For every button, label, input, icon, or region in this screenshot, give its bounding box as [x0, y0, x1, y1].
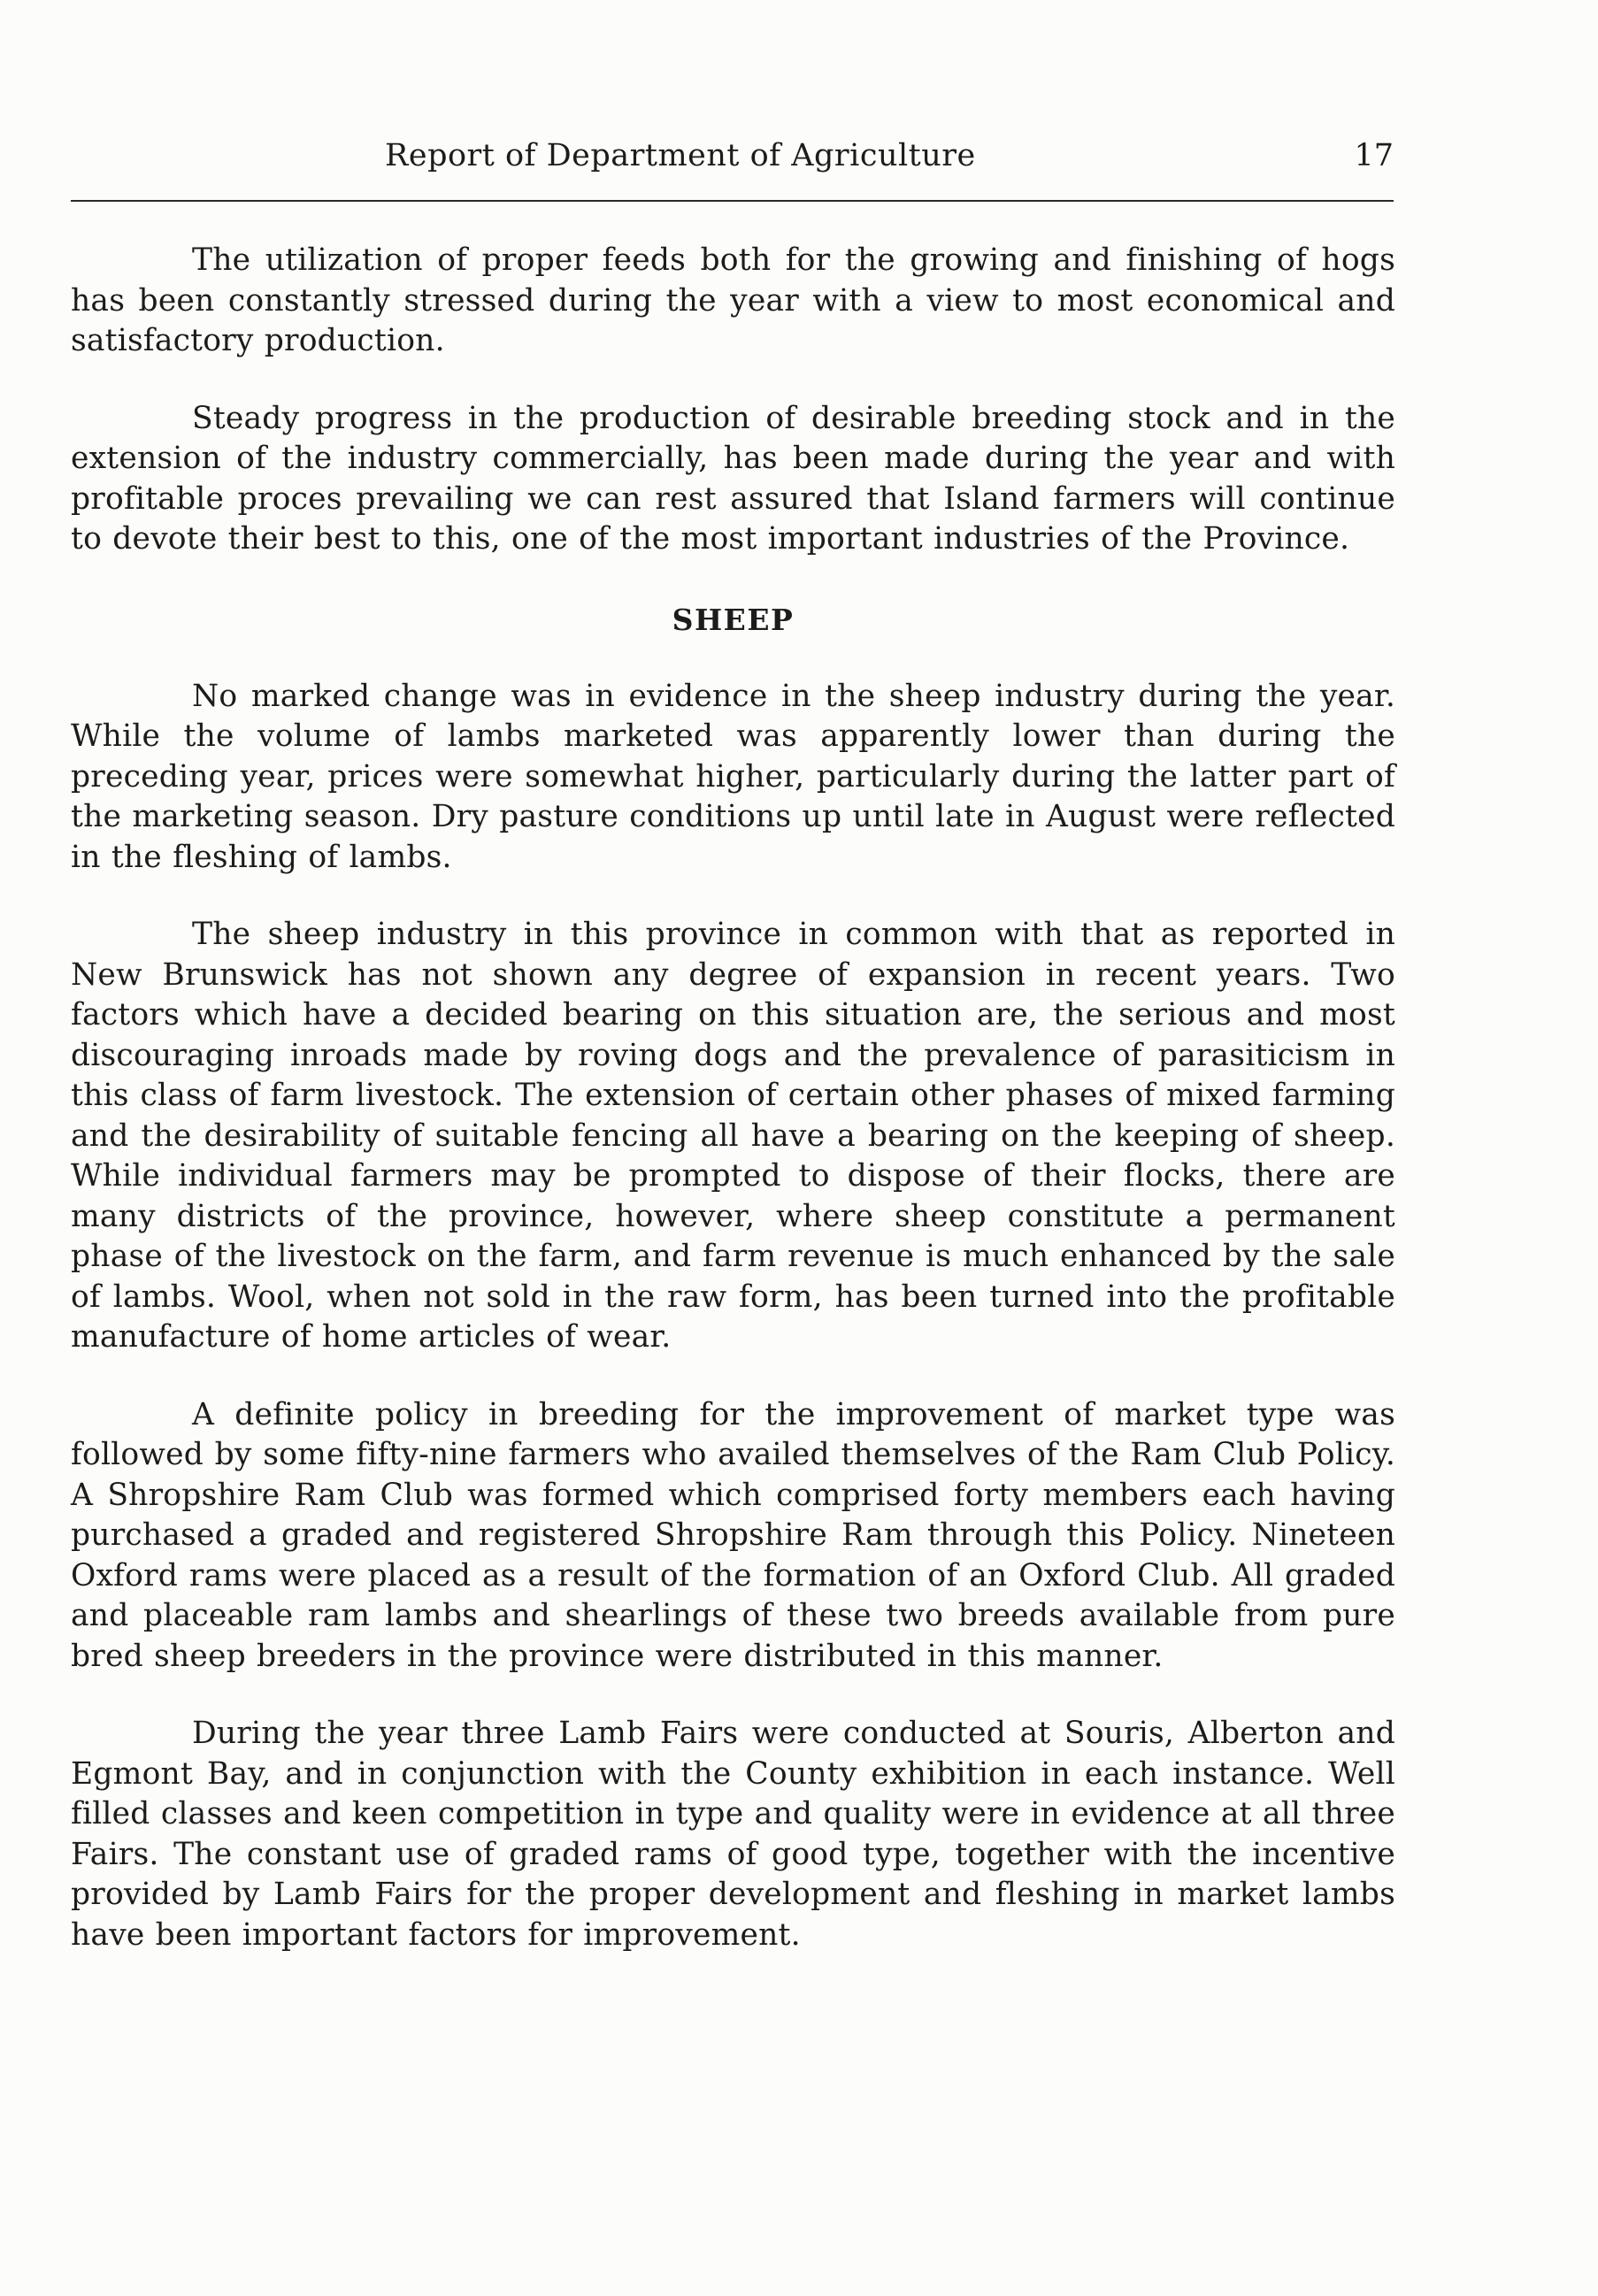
running-title: Report of Department of Agriculture — [385, 138, 976, 173]
header-rule — [71, 200, 1394, 202]
page-number: 17 — [1354, 138, 1394, 173]
paragraph-lamb-fairs: During the year three Lamb Fairs were conducted at Souris, Alberton and Egmont Bay, and in conjunction with the County exhibition in each instance. Well filled classes and keen competition in type and quality were in evidence at all three Fairs. The constant use of graded rams of good type, together with the incentive provided by Lamb Fairs for the proper development and fleshing in market lambs have been important factors for improvement. — [71, 1716, 1395, 1953]
page-header — [71, 138, 1394, 191]
section-heading-sheep: SHEEP — [672, 602, 795, 637]
paragraph-sheep-industry: The sheep industry in this province in common with that as reported in New Brunswick has not shown any degree of expansion in recent years. Two factors which have a decided bearing on this situation are, the serious and most discouraging inroads made by roving dogs and the prevalence of parasiticism in this class of farm livestock. The extension of certain other phases of mixed farming and the desirability of suitable fencing all have a bearing on the keeping of sheep. While individual farmers may be prompted to dispose of their flocks, there are many districts of the province, however, where sheep constitute a permanent phase of the livestock on the farm, and farm revenue is much enhanced by the sale of lambs. Wool, when not sold in the raw form, has been turned into the profitable manufacture of home articles of wear. — [71, 917, 1395, 1355]
body-text — [71, 241, 1395, 1993]
paragraph-breeding-progress: Steady progress in the production of desirable breeding stock and in the extension of the industry commercially, has been made during the year and with profitable proces prevailing we can rest assured that Island farmers will continue to devote their best to this, one of the most important industries of the Province. — [71, 400, 1395, 557]
paragraph-hog-feeds: The utilization of proper feeds both for the growing and finishing of hogs has been constantly stressed during the year with a view to most economical and satisfactory production. — [71, 242, 1395, 358]
paragraph-sheep-market: No marked change was in evidence in the sheep industry during the year. While the volume of lambs marketed was apparently lower than during the preceding year, prices were somewhat higher, particularly during the latter part of the marketing season. Dry pasture conditions up until late in August were reflected in the fleshing of lambs. — [71, 678, 1395, 875]
paragraph-ram-club: A definite policy in breeding for the improvement of market type was followed by some fifty-nine farmers who availed themselves of the Ram Club Policy. A Shropshire Ram Club was formed which comprised forty members each having purchased a graded and registered Shropshire Ram through this Policy. Nineteen Oxford rams were placed as a result of the formation of an Oxford Club. All graded and placeable ram lambs and shearlings of these two breeds available from pure bred sheep breeders in the province were distributed in this manner. — [71, 1396, 1395, 1674]
